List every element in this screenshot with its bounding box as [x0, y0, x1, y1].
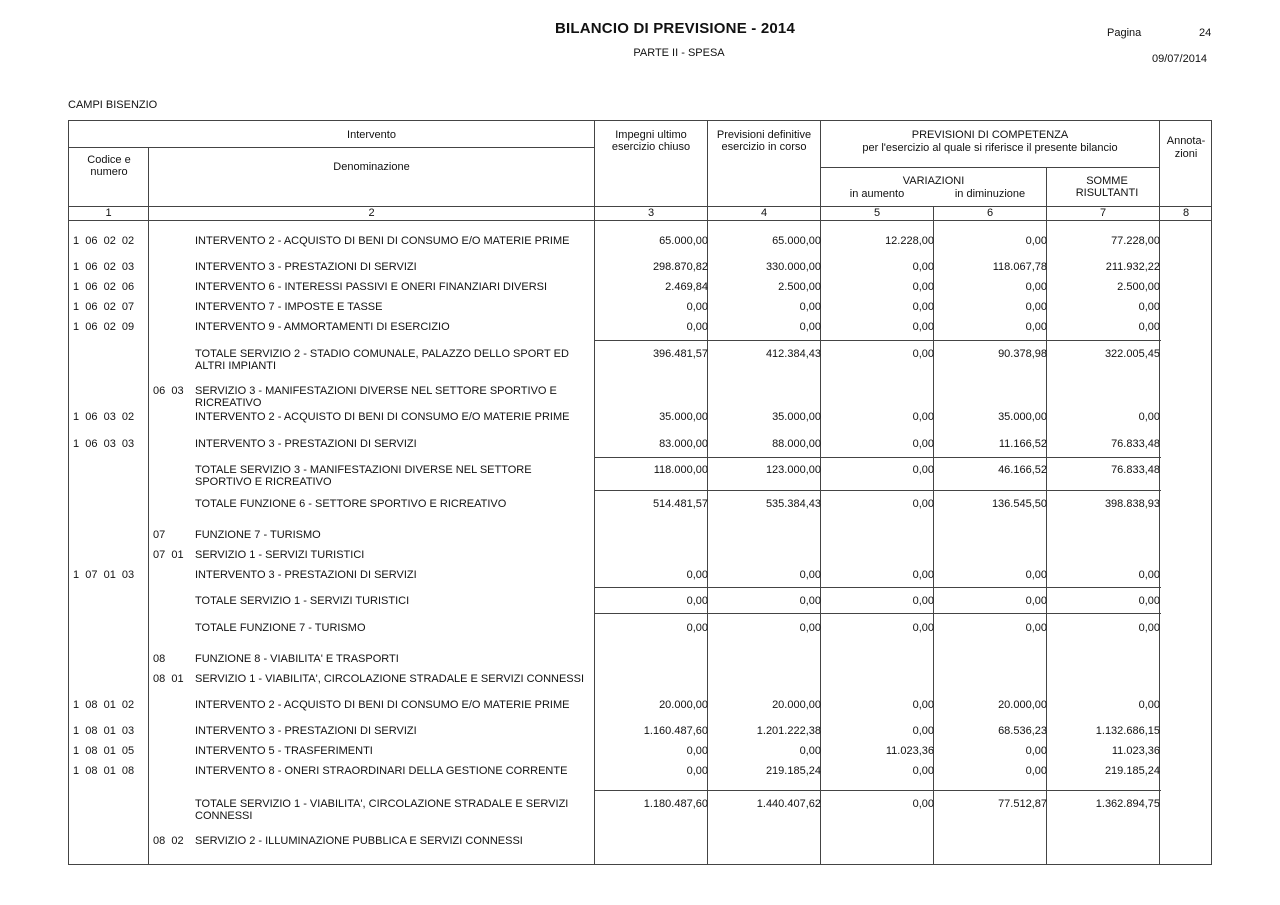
value-in-diminuzione: 68.536,23: [998, 725, 1047, 737]
value-previsioni-definitive: 1.201.222,38: [756, 725, 821, 737]
row-subcode: 06 03: [153, 385, 184, 397]
value-impegni: 2.469,84: [665, 281, 708, 293]
header-codice: Codice e numero: [87, 154, 131, 178]
value-impegni: 0,00: [686, 622, 708, 634]
value-somme-risultanti: 0,00: [1138, 699, 1160, 711]
value-impegni: 396.481,57: [652, 348, 708, 360]
value-somme-risultanti: 0,00: [1138, 569, 1160, 581]
value-somme-risultanti: 2.500,00: [1117, 281, 1160, 293]
column-number: 1: [105, 207, 112, 219]
row-denominazione: INTERVENTO 3 - PRESTAZIONI DI SERVIZI: [195, 569, 417, 581]
header-intervento: Intervento: [347, 129, 396, 141]
row-subcode: 08 02: [153, 835, 184, 847]
value-in-diminuzione: 136.545,50: [991, 498, 1047, 510]
row-subcode: 08 01: [153, 673, 184, 685]
value-impegni: 0,00: [686, 569, 708, 581]
row-denominazione: FUNZIONE 8 - VIABILITA' E TRASPORTI: [195, 653, 399, 665]
value-somme-risultanti: 398.838,93: [1104, 498, 1160, 510]
value-impegni: 0,00: [686, 595, 708, 607]
row-denominazione: INTERVENTO 2 - ACQUISTO DI BENI DI CONSUMO E/O MATERIE PRIME: [195, 411, 570, 423]
value-in-diminuzione: 0,00: [1025, 622, 1047, 634]
row-code: 1 06 02 09: [73, 321, 135, 333]
value-somme-risultanti: 0,00: [1138, 595, 1160, 607]
row-denominazione: INTERVENTO 2 - ACQUISTO DI BENI DI CONSUMO E/O MATERIE PRIME: [195, 235, 570, 247]
value-in-diminuzione: 90.378,98: [998, 348, 1047, 360]
value-in-diminuzione: 20.000,00: [998, 699, 1047, 711]
header-impegni: Impegni ultimo esercizio chiuso: [611, 129, 691, 153]
value-in-diminuzione: 46.166,52: [998, 464, 1047, 476]
value-impegni: 65.000,00: [659, 235, 708, 247]
header-previsioni-competenza-sub: per l'esercizio al quale si riferisce il presente bilancio: [862, 142, 1118, 154]
value-previsioni-definitive: 35.000,00: [772, 411, 821, 423]
divider: [148, 147, 149, 864]
value-impegni: 118.000,00: [653, 464, 708, 476]
row-denominazione: TOTALE FUNZIONE 7 - TURISMO: [195, 622, 366, 634]
print-date: 09/07/2014: [1152, 53, 1208, 65]
value-previsioni-definitive: 123.000,00: [765, 464, 821, 476]
column-number: 7: [1099, 207, 1107, 219]
divider: [594, 121, 595, 864]
row-denominazione: SERVIZIO 2 - ILLUMINAZIONE PUBBLICA E SERVIZI CONNESSI: [195, 835, 523, 847]
value-in-diminuzione: 11.166,52: [998, 438, 1047, 450]
ente-name: CAMPI BISENZIO: [68, 99, 158, 111]
value-somme-risultanti: 0,00: [1138, 321, 1160, 333]
value-in-diminuzione: 0,00: [1025, 745, 1047, 757]
value-somme-risultanti: 11.023,36: [1111, 745, 1160, 757]
value-somme-risultanti: 1.362.894,75: [1095, 798, 1160, 810]
row-code: 1 08 01 02: [73, 699, 135, 711]
value-previsioni-definitive: 0,00: [799, 745, 821, 757]
value-previsioni-definitive: 219.185,24: [765, 765, 821, 777]
value-in-aumento: 0,00: [912, 348, 934, 360]
row-denominazione: INTERVENTO 8 - ONERI STRAORDINARI DELLA GESTIONE CORRENTE: [195, 765, 568, 777]
value-in-aumento: 0,00: [912, 261, 934, 273]
value-previsioni-definitive: 0,00: [799, 301, 821, 313]
row-denominazione: INTERVENTO 2 - ACQUISTO DI BENI DI CONSUMO E/O MATERIE PRIME: [195, 699, 570, 711]
value-in-aumento: 11.023,36: [885, 745, 934, 757]
value-in-diminuzione: 0,00: [1025, 569, 1047, 581]
row-denominazione: INTERVENTO 5 - TRASFERIMENTI: [195, 745, 373, 757]
header-previsioni-definitive: Previsioni definitive esercizio in corso: [716, 129, 812, 153]
value-previsioni-definitive: 0,00: [799, 321, 821, 333]
row-code: 1 08 01 03: [73, 725, 135, 737]
row-code: 1 07 01 03: [73, 569, 135, 581]
value-previsioni-definitive: 0,00: [799, 569, 821, 581]
value-in-aumento: 0,00: [912, 498, 934, 510]
value-previsioni-definitive: 535.384,43: [765, 498, 821, 510]
value-previsioni-definitive: 0,00: [799, 595, 821, 607]
row-denominazione: INTERVENTO 3 - PRESTAZIONI DI SERVIZI: [195, 725, 417, 737]
row-code: 1 06 02 03: [73, 261, 135, 273]
value-in-aumento: 0,00: [912, 622, 934, 634]
header-previsioni-competenza: PREVISIONI DI COMPETENZA: [911, 129, 1069, 141]
row-denominazione: TOTALE SERVIZIO 2 - STADIO COMUNALE, PALAZZO DELLO SPORT ED ALTRI IMPIANTI: [195, 348, 569, 372]
document-subtitle: PARTE II - SPESA: [633, 47, 725, 59]
value-in-aumento: 0,00: [912, 438, 934, 450]
total-separator: [595, 587, 1161, 588]
value-somme-risultanti: 219.185,24: [1104, 765, 1160, 777]
total-separator: [595, 340, 1161, 341]
row-denominazione: INTERVENTO 9 - AMMORTAMENTI DI ESERCIZIO: [195, 321, 450, 333]
value-previsioni-definitive: 88.000,00: [772, 438, 821, 450]
value-in-diminuzione: 0,00: [1025, 595, 1047, 607]
value-impegni: 0,00: [686, 301, 708, 313]
value-impegni: 0,00: [686, 765, 708, 777]
value-in-diminuzione: 0,00: [1025, 301, 1047, 313]
total-separator: [595, 490, 1161, 491]
value-impegni: 514.481,57: [652, 498, 708, 510]
column-number: 5: [873, 207, 881, 219]
total-separator: [595, 457, 1161, 458]
row-subcode: 07 01: [153, 549, 184, 561]
value-in-aumento: 12.228,00: [885, 235, 934, 247]
value-somme-risultanti: 1.132.686,15: [1095, 725, 1160, 737]
budget-table: [68, 120, 1212, 865]
value-previsioni-definitive: 412.384,43: [765, 348, 821, 360]
row-denominazione: TOTALE FUNZIONE 6 - SETTORE SPORTIVO E RICREATIVO: [195, 498, 507, 510]
row-denominazione: TOTALE SERVIZIO 1 - SERVIZI TURISTICI: [195, 595, 410, 607]
value-impegni: 35.000,00: [659, 411, 708, 423]
value-in-diminuzione: 77.512,87: [998, 798, 1047, 810]
value-impegni: 20.000,00: [659, 699, 708, 711]
value-in-aumento: 0,00: [912, 464, 934, 476]
value-in-aumento: 0,00: [912, 595, 934, 607]
value-in-diminuzione: 118.067,78: [992, 261, 1047, 273]
value-impegni: 1.160.487,60: [643, 725, 708, 737]
row-denominazione: FUNZIONE 7 - TURISMO: [195, 529, 321, 541]
row-denominazione: INTERVENTO 3 - PRESTAZIONI DI SERVIZI: [195, 261, 417, 273]
value-somme-risultanti: 211.932,22: [1105, 261, 1160, 273]
header-in-diminuzione: in diminuzione: [954, 188, 1026, 200]
row-code: 1 08 01 05: [73, 745, 135, 757]
page-label: Pagina: [1107, 27, 1142, 39]
header-annotazioni: zioni: [1174, 148, 1198, 160]
row-code: 1 06 03 02: [73, 411, 135, 423]
divider: [69, 220, 1212, 221]
column-number: 4: [760, 207, 768, 219]
row-code: 1 06 02 02: [73, 235, 135, 247]
value-somme-risultanti: 76.833,48: [1111, 438, 1160, 450]
row-code: 1 06 02 07: [73, 301, 135, 313]
row-denominazione: INTERVENTO 3 - PRESTAZIONI DI SERVIZI: [195, 438, 417, 450]
row-denominazione: INTERVENTO 6 - INTERESSI PASSIVI E ONERI FINANZIARI DIVERSI: [195, 281, 548, 293]
column-number: 2: [368, 207, 375, 219]
value-impegni: 83.000,00: [659, 438, 708, 450]
header-variazioni: VARIAZIONI: [902, 175, 965, 187]
column-number: 3: [647, 207, 655, 219]
row-code: 1 08 01 08: [73, 765, 135, 777]
divider: [69, 147, 594, 148]
row-denominazione: SERVIZIO 1 - SERVIZI TURISTICI: [195, 549, 365, 561]
value-in-diminuzione: 0,00: [1025, 281, 1047, 293]
value-in-diminuzione: 0,00: [1025, 321, 1047, 333]
column-number: 6: [986, 207, 994, 219]
header-in-aumento: in aumento: [849, 188, 905, 200]
row-subcode: 07: [153, 529, 166, 541]
value-in-diminuzione: 0,00: [1025, 235, 1047, 247]
value-previsioni-definitive: 330.000,00: [765, 261, 821, 273]
value-previsioni-definitive: 0,00: [799, 622, 821, 634]
row-code: 1 06 02 06: [73, 281, 135, 293]
header-denominazione: Denominazione: [333, 161, 410, 173]
row-denominazione: INTERVENTO 7 - IMPOSTE E TASSE: [195, 301, 383, 313]
row-code: 1 06 03 03: [73, 438, 135, 450]
page-number: 24: [1199, 27, 1212, 39]
value-in-aumento: 0,00: [912, 569, 934, 581]
value-somme-risultanti: 76.833,48: [1111, 464, 1160, 476]
value-impegni: 0,00: [686, 745, 708, 757]
value-impegni: 298.870,82: [652, 261, 708, 273]
value-in-aumento: 0,00: [912, 321, 934, 333]
header-somme-risultanti: SOMME RISULTANTI: [1075, 175, 1139, 199]
value-somme-risultanti: 0,00: [1138, 411, 1160, 423]
value-in-aumento: 0,00: [912, 301, 934, 313]
value-somme-risultanti: 0,00: [1138, 301, 1160, 313]
value-in-aumento: 0,00: [912, 281, 934, 293]
row-denominazione: TOTALE SERVIZIO 3 - MANIFESTAZIONI DIVERSE NEL SETTORE SPORTIVO E RICREATIVO: [195, 464, 532, 488]
value-somme-risultanti: 77.228,00: [1111, 235, 1160, 247]
value-previsioni-definitive: 1.440.407,62: [756, 798, 821, 810]
value-in-aumento: 0,00: [912, 699, 934, 711]
value-in-diminuzione: 35.000,00: [998, 411, 1047, 423]
value-impegni: 1.180.487,60: [643, 798, 708, 810]
divider: [820, 167, 1159, 168]
value-previsioni-definitive: 65.000,00: [772, 235, 821, 247]
value-in-aumento: 0,00: [912, 765, 934, 777]
value-in-aumento: 0,00: [912, 798, 934, 810]
value-in-aumento: 0,00: [912, 725, 934, 737]
row-denominazione: TOTALE SERVIZIO 1 - VIABILITA', CIRCOLAZIONE STRADALE E SERVIZI CONNESSI: [195, 798, 569, 822]
row-denominazione: SERVIZIO 1 - VIABILITA', CIRCOLAZIONE STRADALE E SERVIZI CONNESSI: [195, 673, 585, 685]
total-separator: [595, 613, 1161, 614]
value-in-diminuzione: 0,00: [1025, 765, 1047, 777]
header-annotazioni: Annota-: [1166, 135, 1206, 147]
row-denominazione: SERVIZIO 3 - MANIFESTAZIONI DIVERSE NEL SETTORE SPORTIVO E RICREATIVO: [195, 385, 557, 409]
total-separator: [595, 790, 1161, 791]
value-previsioni-definitive: 2.500,00: [778, 281, 821, 293]
row-subcode: 08: [153, 653, 166, 665]
value-previsioni-definitive: 20.000,00: [772, 699, 821, 711]
value-somme-risultanti: 322.005,45: [1104, 348, 1160, 360]
value-impegni: 0,00: [686, 321, 708, 333]
document-title: BILANCIO DI PREVISIONE - 2014: [554, 20, 796, 37]
value-somme-risultanti: 0,00: [1138, 622, 1160, 634]
value-in-aumento: 0,00: [912, 411, 934, 423]
column-number: 8: [1182, 207, 1190, 219]
